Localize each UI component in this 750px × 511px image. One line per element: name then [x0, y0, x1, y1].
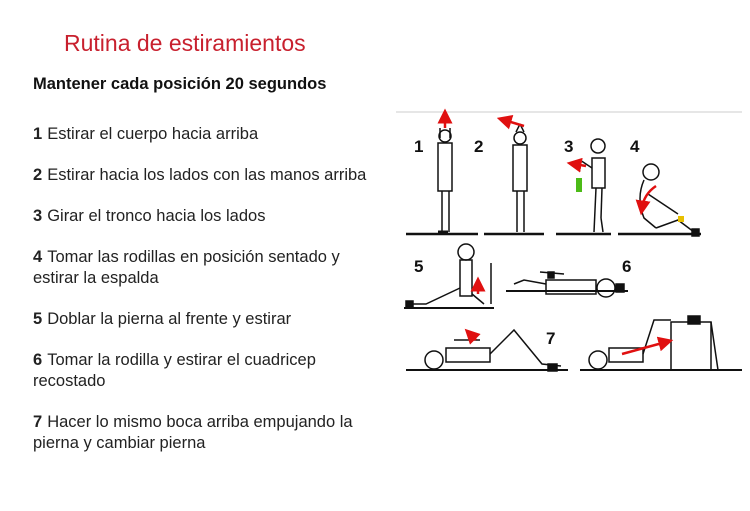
page-subtitle: Mantener cada posición 20 segundos	[33, 75, 327, 93]
figure-7b	[589, 316, 718, 370]
stretch-illustration	[396, 108, 742, 380]
step-item-6	[33, 350, 383, 392]
step-item-3	[33, 206, 383, 227]
figure-label-6: 6	[622, 257, 632, 276]
step-item-7	[33, 412, 383, 454]
figure-2	[513, 124, 527, 232]
stretch-illustration-svg	[396, 108, 742, 380]
step-number: 6	[33, 351, 43, 369]
green-accent-icon	[576, 178, 582, 192]
step-text: Hacer lo mismo boca arriba empujando la pierna y cambiar pierna	[33, 413, 353, 452]
figure-label-5: 5	[414, 257, 424, 276]
step-item-5	[33, 309, 383, 330]
page-title: Rutina de estiramientos	[64, 30, 306, 56]
step-number: 5	[33, 310, 43, 328]
step-text: Estirar el cuerpo hacia arriba	[47, 125, 259, 143]
figure-4	[640, 164, 699, 236]
step-number: 3	[33, 207, 43, 225]
figure-label-3: 3	[564, 137, 574, 156]
yellow-accent-icon	[678, 216, 684, 222]
steps-list	[33, 124, 383, 474]
step-text: Estirar hacia los lados con las manos arriba	[47, 166, 367, 184]
step-number: 4	[33, 248, 43, 266]
figure-label-7: 7	[546, 329, 556, 348]
figure-5	[406, 244, 491, 308]
step-item-2	[33, 165, 383, 186]
step-number: 1	[33, 125, 43, 143]
figure-3	[580, 139, 605, 232]
figure-label-4: 4	[630, 137, 640, 156]
figure-label-1: 1	[414, 137, 424, 156]
step-text: Girar el tronco hacia los lados	[47, 207, 266, 225]
figure-1	[438, 128, 452, 232]
figure-label-2: 2	[474, 137, 484, 156]
step-text: Tomar la rodilla y estirar el cuadricep recostado	[33, 351, 316, 390]
figure-7a	[425, 330, 561, 371]
step-text: Tomar las rodillas en posición sentado y estirar la espalda	[33, 248, 340, 287]
step-number: 2	[33, 166, 43, 184]
step-number: 7	[33, 413, 43, 431]
figure-6	[514, 272, 624, 297]
step-text: Doblar la pierna al frente y estirar	[47, 310, 292, 328]
step-item-1	[33, 124, 383, 145]
step-item-4	[33, 247, 383, 289]
